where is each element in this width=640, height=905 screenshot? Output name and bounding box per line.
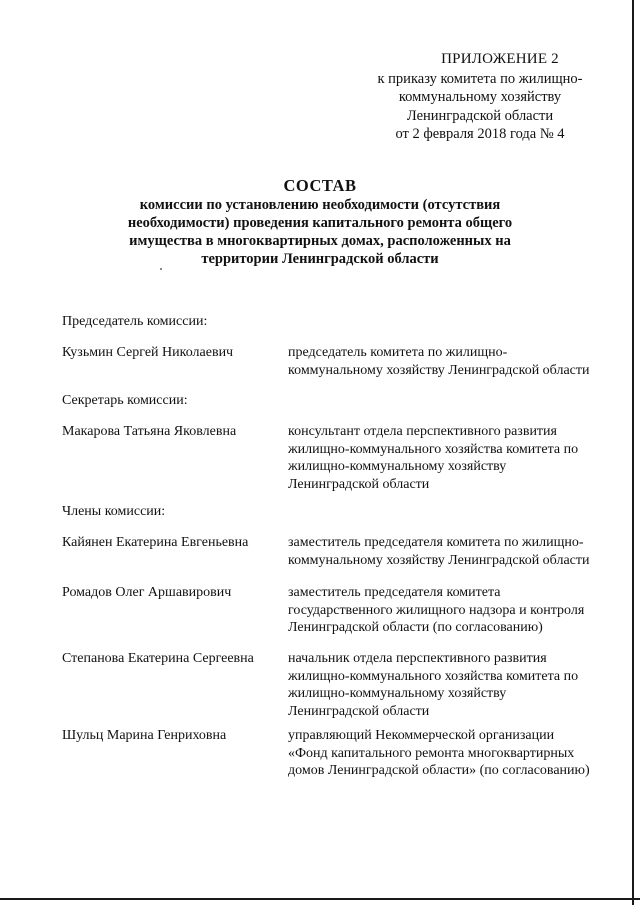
member-role bbox=[288, 344, 608, 379]
appendix-line: Ленинградской области bbox=[406, 107, 554, 124]
role-line: государственного жилищного надзора и контроля bbox=[288, 602, 585, 618]
role-line: заместитель председателя комитета bbox=[288, 585, 501, 600]
member-name: Кайянен Екатерина Евгеньевна bbox=[62, 535, 249, 550]
heading-title: СОСТАВ bbox=[283, 176, 357, 195]
section-members: Члены комиссии: bbox=[62, 504, 166, 519]
role-line: жилищно-коммунального хозяйства комитета по bbox=[288, 668, 579, 684]
role-line: Ленинградской области (по согласованию) bbox=[288, 620, 543, 635]
document-heading bbox=[0, 176, 640, 268]
role-line: консультант отдела перспективного развития bbox=[288, 424, 557, 439]
heading-line: комиссии по установлению необходимости (отсутствия bbox=[139, 197, 501, 213]
role-line: «Фонд капитального ремонта многоквартирных bbox=[288, 745, 575, 761]
appendix-line: к приказу комитета по жилищно- bbox=[377, 70, 583, 87]
member-role bbox=[288, 584, 608, 637]
member-name: Макарова Татьяна Яковлевна bbox=[62, 424, 237, 439]
section-secretary: Секретарь комиссии: bbox=[62, 393, 188, 408]
member-role bbox=[288, 650, 608, 720]
member-role bbox=[288, 534, 608, 569]
appendix-line: от 2 февраля 2018 года № 4 bbox=[395, 126, 565, 142]
role-line: домов Ленинградской области» (по согласованию) bbox=[288, 763, 590, 778]
appendix-header bbox=[330, 50, 630, 144]
member-role bbox=[288, 727, 608, 780]
appendix-title: ПРИЛОЖЕНИЕ 2 bbox=[441, 51, 559, 67]
role-line: Ленинградской области bbox=[288, 703, 430, 719]
heading-line: необходимости) проведения капитального ремонта общего bbox=[127, 215, 513, 231]
appendix-line: коммунальному хозяйству bbox=[398, 89, 562, 105]
member-name: Кузьмин Сергей Николаевич bbox=[62, 345, 234, 360]
scan-edge-right bbox=[632, 0, 634, 905]
scan-edge-bottom bbox=[0, 898, 640, 900]
role-line: Ленинградской области bbox=[288, 476, 430, 492]
role-line: председатель комитета по жилищно- bbox=[288, 345, 508, 360]
section-chairman: Председатель комиссии: bbox=[62, 314, 208, 329]
member-name: Ромадов Олег Аршавирович bbox=[62, 585, 232, 600]
role-line: начальник отдела перспективного развития bbox=[288, 651, 547, 666]
scan-speck bbox=[160, 268, 162, 270]
heading-line: территории Ленинградской области bbox=[201, 251, 439, 267]
member-role bbox=[288, 423, 608, 493]
role-line: коммунальному хозяйству Ленинградской области bbox=[288, 362, 590, 378]
role-line: управляющий Некоммерческой организации bbox=[288, 728, 555, 743]
member-name: Степанова Екатерина Сергеевна bbox=[62, 651, 254, 666]
member-name: Шульц Марина Генриховна bbox=[62, 728, 227, 743]
heading-line: имущества в многоквартирных домах, расположенных на bbox=[129, 233, 511, 249]
role-line: жилищно-коммунального хозяйства комитета по bbox=[288, 441, 579, 457]
role-line: жилищно-коммунальному хозяйству bbox=[288, 459, 507, 474]
role-line: коммунальному хозяйству Ленинградской области bbox=[288, 552, 590, 568]
role-line: жилищно-коммунальному хозяйству bbox=[288, 686, 507, 701]
role-line: заместитель председателя комитета по жилищно- bbox=[288, 535, 584, 550]
